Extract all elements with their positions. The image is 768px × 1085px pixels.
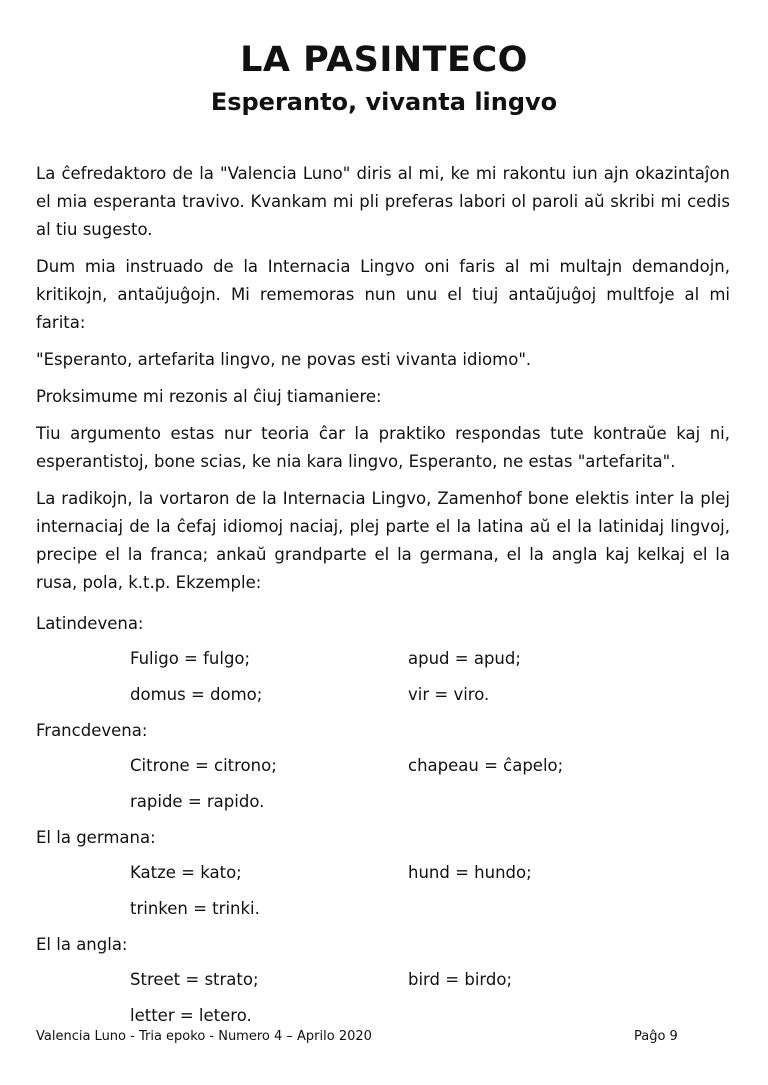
page-number: Paĝo 9 xyxy=(634,1029,678,1044)
example-row xyxy=(36,641,730,677)
example-group-english xyxy=(36,927,730,1034)
example-group-german xyxy=(36,820,730,927)
example-word: rapide = rapido. xyxy=(130,792,265,811)
example-row xyxy=(36,748,730,784)
example-word: domus = domo; xyxy=(130,685,263,704)
paragraph: "Esperanto, artefarita lingvo, ne povas esti vivanta idiomo". xyxy=(36,350,532,369)
example-row xyxy=(36,784,730,820)
example-label: El la angla: xyxy=(36,935,128,954)
example-group-french xyxy=(36,713,730,820)
example-row xyxy=(36,855,730,891)
example-word: Katze = kato; xyxy=(130,863,242,882)
example-label: El la germana: xyxy=(36,828,156,847)
example-word: vir = viro. xyxy=(408,685,490,704)
example-word: hund = hundo; xyxy=(408,863,532,882)
example-group-latin xyxy=(36,606,730,713)
example-label: Francdevena: xyxy=(36,721,148,740)
example-word: Citrone = citrono; xyxy=(130,756,277,775)
example-word: chapeau = ĉapelo; xyxy=(408,756,564,775)
page-title: LA PASINTECO xyxy=(240,40,528,80)
paragraph: Dum mia instruado de la Internacia Lingvo oni faris al mi multajn demandojn, kritikojn, antaŭjuĝojn. Mi rememoras nun unu el tiuj antaŭjuĝoj multfoje al mi farita: xyxy=(36,257,730,332)
paragraph: La radikojn, la vortaron de la Internacia Lingvo, Zamenhof bone elektis inter la plej internaciaj de la ĉefaj idiomoj naciaj, plej parte el la latina aŭ el la latinidaj lingvoj, precipe el la franca; ankaŭ grandparte el la germana, el la angla kaj kelkaj el la rusa, pola, k.t.p. Ekzemple: xyxy=(36,489,730,592)
example-word: Fuligo = fulgo; xyxy=(130,649,251,668)
example-label: Latindevena: xyxy=(36,614,144,633)
example-word: letter = letero. xyxy=(130,1006,252,1025)
example-word: Street = strato; xyxy=(130,970,259,989)
example-word: bird = birdo; xyxy=(408,970,513,989)
paragraph: La ĉefredaktoro de la "Valencia Luno" diris al mi, ke mi rakontu iun ajn okazintaĵon el mia esperanta travivo. Kvankam mi pli preferas labori ol paroli aŭ skribi mi cedis al tiu sugesto. xyxy=(36,164,730,239)
example-row xyxy=(36,891,730,927)
footer-publication: Valencia Luno - Tria epoko - Numero 4 – Aprilo 2020 xyxy=(36,1029,372,1044)
example-word: apud = apud; xyxy=(408,649,521,668)
example-row xyxy=(36,677,730,713)
article-body xyxy=(36,160,730,1034)
example-word: trinken = trinki. xyxy=(130,899,260,918)
page-subtitle: Esperanto, vivanta lingvo xyxy=(210,88,558,116)
paragraph: Tiu argumento estas nur teoria ĉar la praktiko respondas tute kontraŭe kaj ni, esperantistoj, bone scias, ke nia kara lingvo, Esperanto, ne estas "artefarita". xyxy=(36,424,730,471)
example-row xyxy=(36,962,730,998)
paragraph: Proksimume mi rezonis al ĉiuj tiamaniere: xyxy=(36,387,382,406)
